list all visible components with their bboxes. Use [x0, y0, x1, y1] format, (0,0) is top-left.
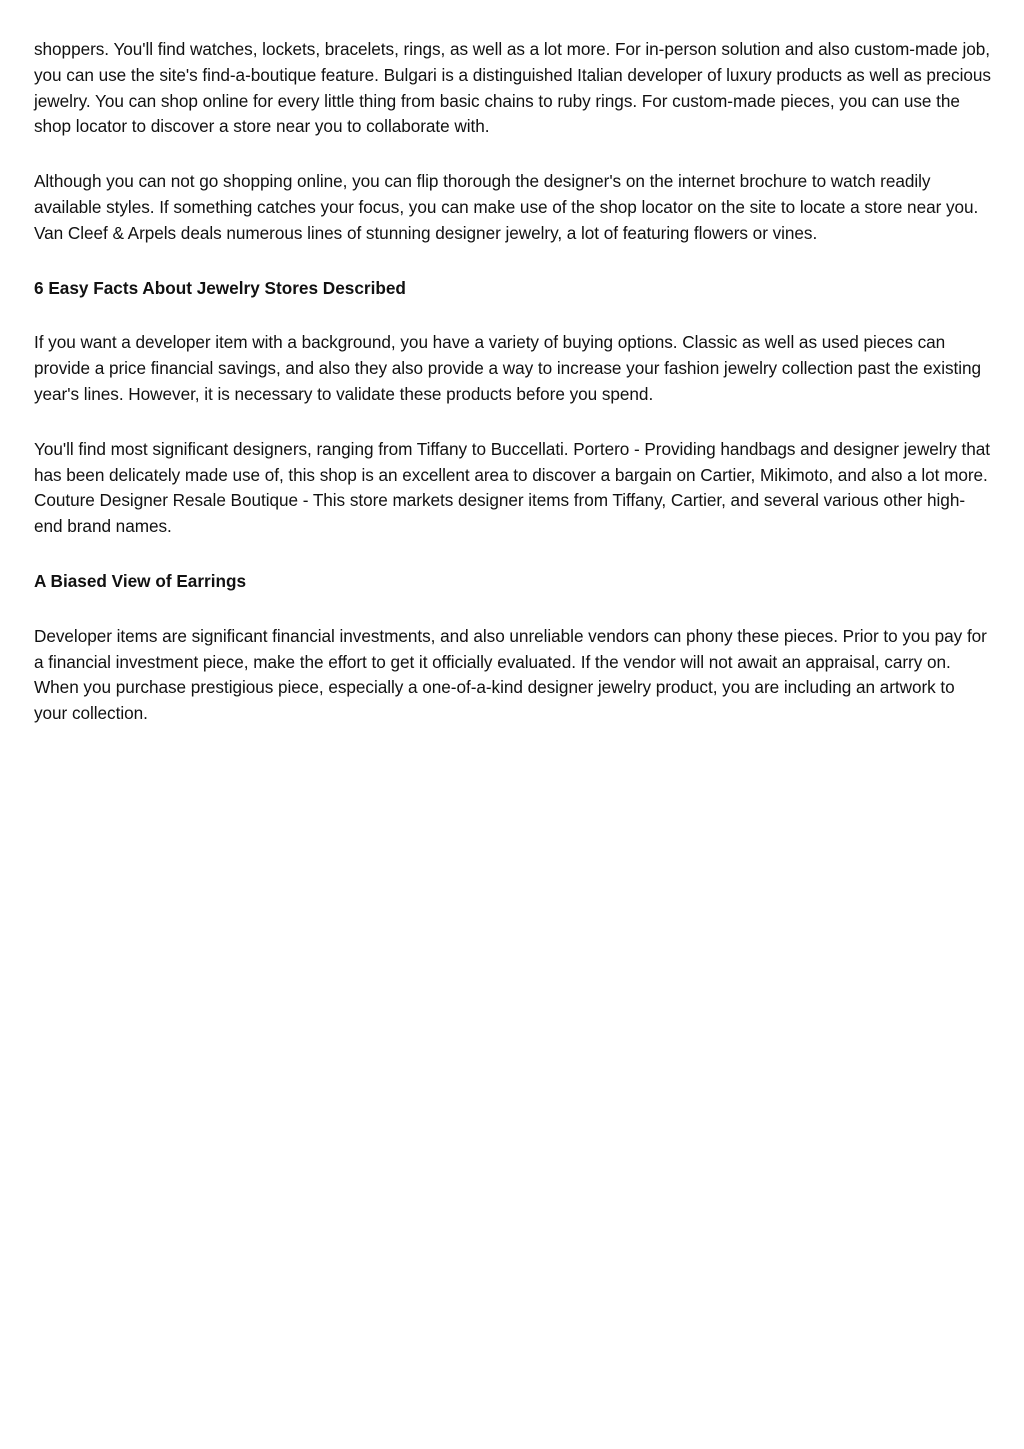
section-heading-jewelry-stores: 6 Easy Facts About Jewelry Stores Described — [34, 277, 406, 298]
paragraph-resale-designers: You'll find most significant designers, ranging from Tiffany to Buccellati. Portero - Providing handbags and designer jewelry that has been delicately made use of, this shop is an excellent area to discover a bargain on Cartier, Mikimoto, and also a lot more. Couture Designer Resale Boutique - This store markets designer items from Tiffany, Cartier, and several various other high-end brand names. — [34, 438, 990, 537]
section-heading-earrings: A Biased View of Earrings — [34, 570, 247, 591]
paragraph-investment-pieces: Developer items are significant financial investments, and also unreliable vendors can phony these pieces. Prior to you pay for a financial investment piece, make the effort to get it officially evaluated. If the vendor will not await an appraisal, carry on. When you purchase prestigious piece, especially a one-of-a-kind designer jewelry product, you are including an artwork to your collection. — [34, 625, 987, 724]
paragraph-boutique-locator: shoppers. You'll find watches, lockets, bracelets, rings, as well as a lot more. For in-person solution and also custom-made job, you can use the site's find-a-boutique feature. Bulgari is a distinguished Italian developer of luxury products as well as precious jewelry. You can shop online for every little thing from basic chains to ruby rings. For custom-made pieces, you can use the shop locator to discover a store near you to collaborate with. — [34, 39, 991, 137]
paragraph-buying-options: If you want a developer item with a background, you have a variety of buying options. Classic as well as used pieces can provide a price financial savings, and also they also provide a way to increase your fashion jewelry collection past the existing year's lines. However, it is necessary to validate these products before you spend. — [34, 332, 982, 404]
document-body — [34, 37, 992, 756]
paragraph-online-brochure: Although you can not go shopping online, you can flip thorough the designer's on the internet brochure to watch readily available styles. If something catches your focus, you can make use of the shop locator on the site to locate a store near you. Van Cleef & Arpels deals numerous lines of stunning designer jewelry, a lot of featuring flowers or vines. — [34, 171, 979, 243]
